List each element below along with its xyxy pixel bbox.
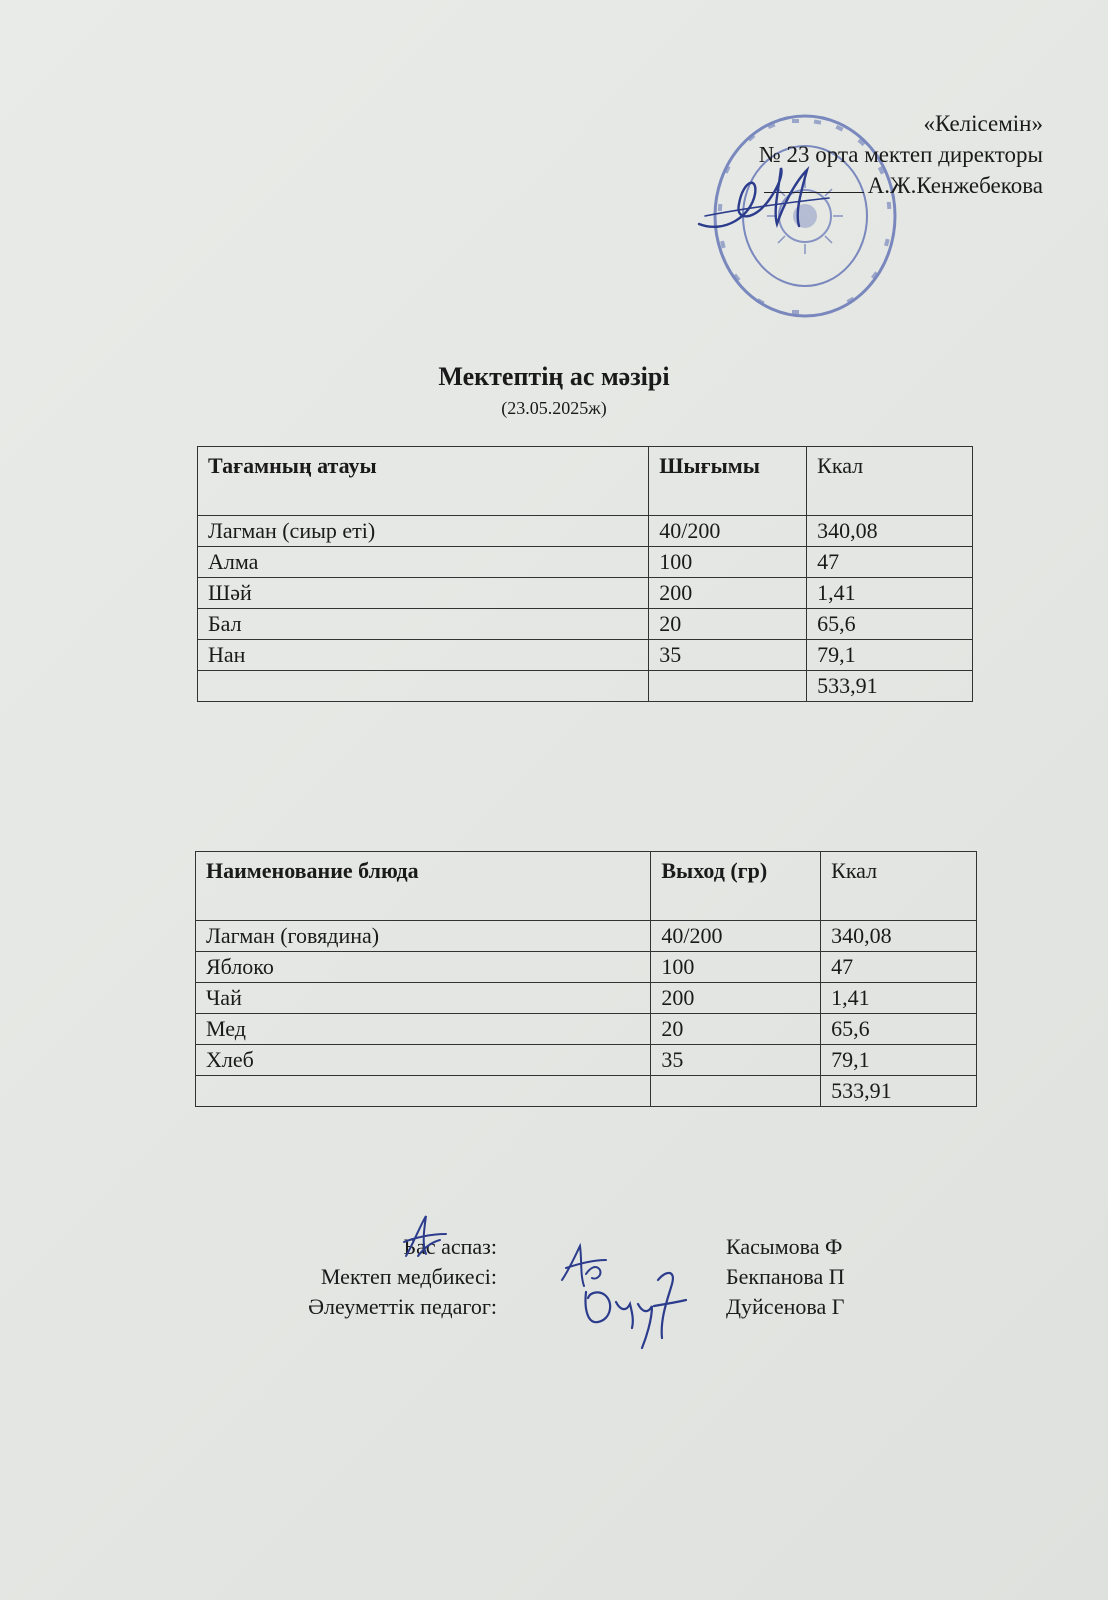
table-header-row [196,852,977,921]
table-row [198,609,973,640]
dish-cell: Чай [196,983,651,1014]
col-header-kcal: Ккал [821,852,977,921]
kcal-cell: 340,08 [821,921,977,952]
kcal-cell: 1,41 [821,983,977,1014]
staff-names [726,1232,845,1322]
dish-cell: Лагман (говядина) [196,921,651,952]
empty-cell [196,1076,651,1107]
dish-cell: Шәй [198,578,649,609]
yield-cell: 200 [649,578,807,609]
chef-signature [400,1212,450,1262]
kcal-cell: 47 [821,952,977,983]
kcal-cell: 65,6 [821,1014,977,1045]
table-row [198,547,973,578]
kcal-cell: 340,08 [807,516,973,547]
empty-cell [651,1076,821,1107]
table-row [196,921,977,952]
table-row [196,1014,977,1045]
menu-table-ru [195,851,977,1107]
kcal-cell: 65,6 [807,609,973,640]
empty-cell [649,671,807,702]
staff-name: Бекпанова П [726,1264,845,1289]
kcal-cell: 47 [807,547,973,578]
col-header-yield: Шығымы [649,447,807,516]
yield-cell: 20 [651,1014,821,1045]
yield-cell: 20 [649,609,807,640]
table-total-row [196,1076,977,1107]
director-name: А.Ж.Кенжебекова [867,173,1043,198]
menu-table-kz [197,446,973,702]
staff-role: Бас аспаз: [403,1234,497,1259]
dish-cell: Мед [196,1014,651,1045]
table-header-row [198,447,973,516]
col-header-dish: Наименование блюда [196,852,651,921]
director-signature [695,160,835,240]
table-row [196,1045,977,1076]
yield-cell: 40/200 [649,516,807,547]
empty-cell [198,671,649,702]
staff-role: Мектеп медбикесі: [320,1264,497,1289]
approval-position: № 23 орта мектеп директоры [758,142,1043,167]
staff-name: Касымова Ф [726,1234,843,1259]
yield-cell: 100 [651,952,821,983]
dish-cell: Хлеб [196,1045,651,1076]
yield-cell: 35 [651,1045,821,1076]
approval-agree: «Келісемін» [923,111,1043,136]
table-total-row [198,671,973,702]
dish-cell: Лагман (сиыр еті) [198,516,649,547]
staff-role: Әлеуметтік педагог: [308,1294,497,1319]
table-row [198,640,973,671]
yield-cell: 40/200 [651,921,821,952]
kcal-cell: 79,1 [807,640,973,671]
dish-cell: Яблоко [196,952,651,983]
dish-cell: Бал [198,609,649,640]
staff-name: Дуйсенова Г [726,1294,845,1319]
document-date: (23.05.2025ж) [501,398,607,418]
document-title: Мектептің ас мәзірі [438,362,670,391]
col-header-yield: Выход (гр) [651,852,821,921]
table-row [196,983,977,1014]
table-row [196,952,977,983]
total-kcal-cell: 533,91 [807,671,973,702]
col-header-kcal: Ккал [807,447,973,516]
table-row [198,516,973,547]
yield-cell: 100 [649,547,807,578]
yield-cell: 35 [649,640,807,671]
kcal-cell: 79,1 [821,1045,977,1076]
total-kcal-cell: 533,91 [821,1076,977,1107]
table-row [198,578,973,609]
kcal-cell: 1,41 [807,578,973,609]
pedagog-signature [580,1262,690,1352]
staff-roles [262,1232,497,1322]
col-header-dish: Тағамның атауы [198,447,649,516]
yield-cell: 200 [651,983,821,1014]
dish-cell: Нан [198,640,649,671]
dish-cell: Алма [198,547,649,578]
